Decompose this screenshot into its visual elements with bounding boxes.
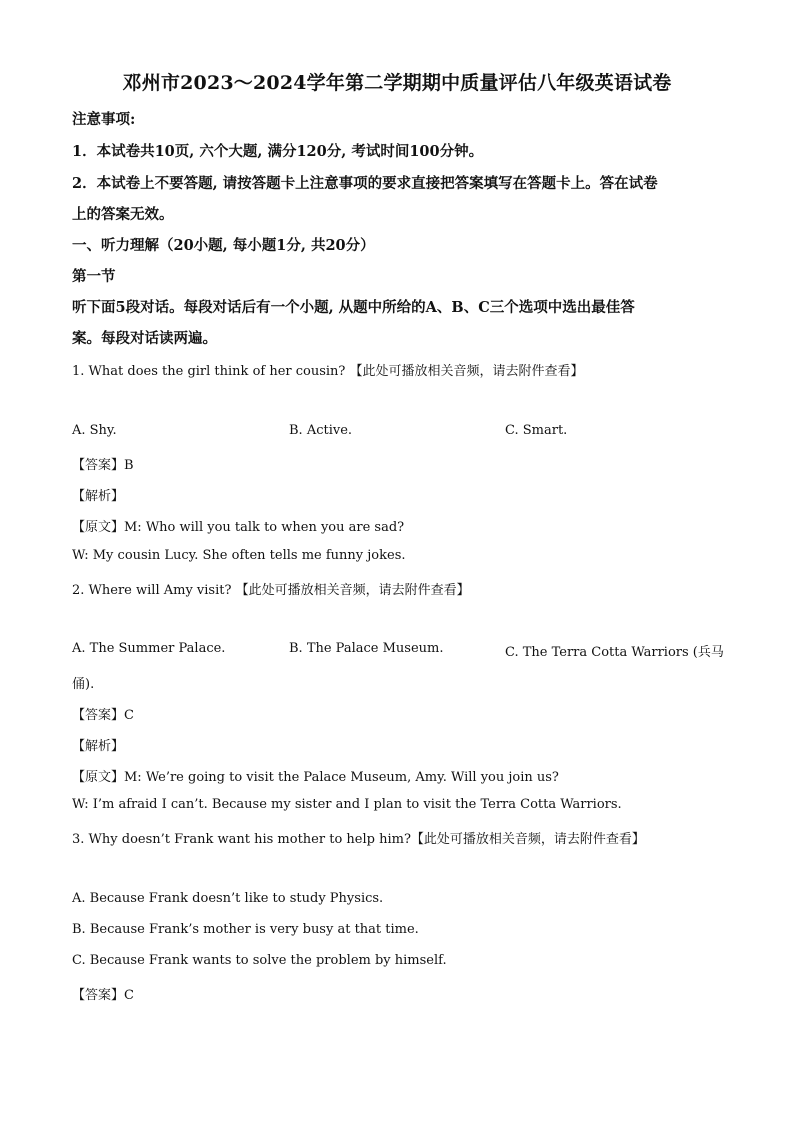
question-2-transcript-line-1: 【原文】M: We’re going to visit the Palace Museum, Amy. Will you join us? <box>72 770 559 785</box>
question-3-stem: 3. Why doesn’t Frank want his mother to help him?【此处可播放相关音频，请去附件查看】 <box>72 832 645 847</box>
question-1-transcript-line-2: W: My cousin Lucy. She often tells me funny jokes. <box>72 548 406 563</box>
question-2-transcript-line-2: W: I’m afraid I can’t. Because my sister and I plan to visit the Terra Cotta Warriors. <box>72 797 622 812</box>
question-3-option-c: C. Because Frank wants to solve the problem by himself. <box>72 953 447 968</box>
question-2-option-c-continued: 俑). <box>72 677 95 692</box>
notice-item-1: 1．本试卷共10页, 六个大题, 满分120分, 考试时间100分钟。 <box>72 143 484 160</box>
question-2-stem: 2. Where will Amy visit? 【此处可播放相关音频，请去附件查看】 <box>72 583 470 598</box>
question-3-option-a: A. Because Frank doesn’t like to study Physics. <box>72 891 384 906</box>
notice-item-2-line-2: 上的答案无效。 <box>72 206 174 223</box>
question-1-option-a: A. Shy. <box>72 423 117 438</box>
question-1-option-c: C. Smart. <box>505 423 568 438</box>
question-3-answer: 【答案】C <box>72 988 134 1003</box>
section-instruction-line-2: 案。每段对话读两遍。 <box>72 330 217 347</box>
notice-heading: 注意事项: <box>72 111 136 128</box>
question-1-analysis: 【解析】 <box>72 489 125 504</box>
question-1-answer: 【答案】B <box>72 458 134 473</box>
question-2-analysis: 【解析】 <box>72 739 125 754</box>
notice-item-2-line-1: 2．本试卷上不要答题, 请按答题卡上注意事项的要求直接把答案填写在答题卡上。答在试卷 <box>72 175 658 192</box>
exam-title: 邓州市2023～2024学年第二学期期中质量评估八年级英语试卷 <box>122 72 672 94</box>
question-3-option-b: B. Because Frank’s mother is very busy at that time. <box>72 922 419 937</box>
question-2-answer: 【答案】C <box>72 708 134 723</box>
question-1-stem: 1. What does the girl think of her cousin? 【此处可播放相关音频，请去附件查看】 <box>72 364 584 379</box>
question-2-option-c: C. The Terra Cotta Warriors (兵马 <box>505 645 724 660</box>
section-heading: 一、听力理解（20小题, 每小题1分, 共20分） <box>72 237 375 254</box>
section-instruction-line-1: 听下面5段对话。每段对话后有一个小题, 从题中所给的A、B、C三个选项中选出最佳答 <box>72 299 635 316</box>
section-part-label: 第一节 <box>72 268 116 285</box>
question-2-option-a: A. The Summer Palace. <box>72 641 226 656</box>
question-1-option-b: B. Active. <box>289 423 353 438</box>
question-1-transcript-line-1: 【原文】M: Who will you talk to when you are sad? <box>72 520 405 535</box>
question-2-option-b: B. The Palace Museum. <box>289 641 444 656</box>
